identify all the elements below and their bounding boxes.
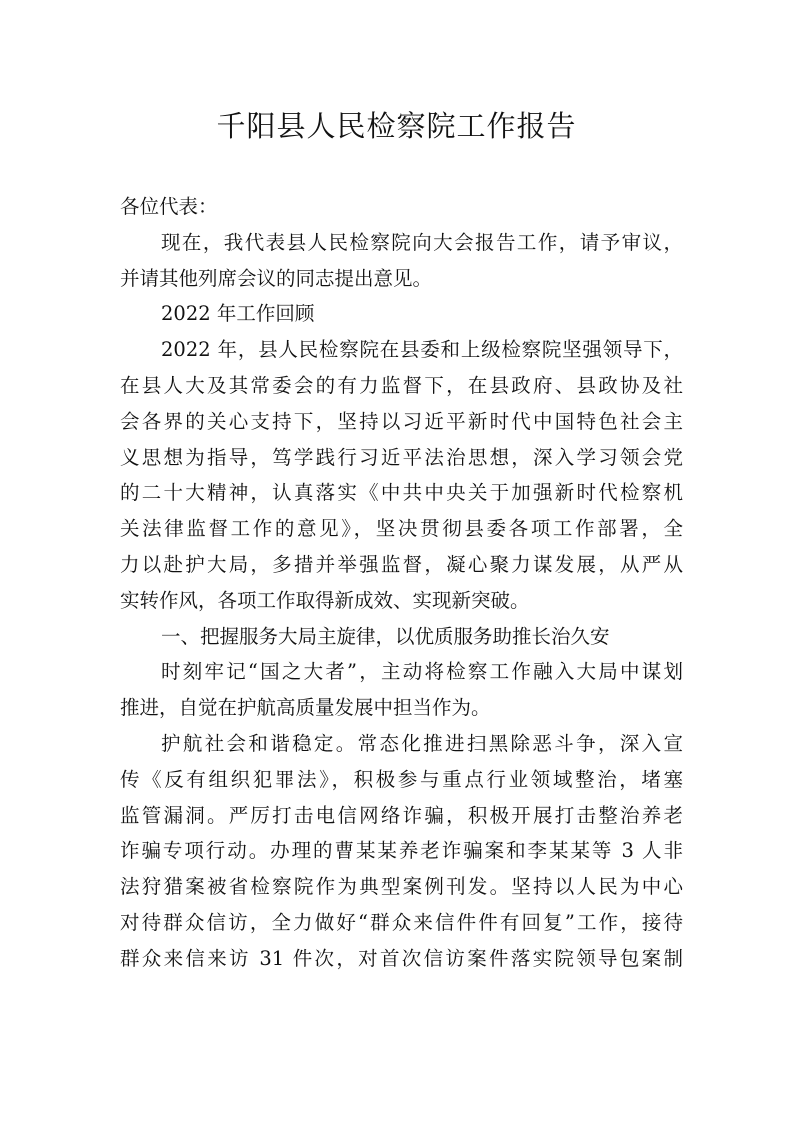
text-line: 诈骗专项行动。办理的曹某某养老诈骗案和李某某等 3 人非 — [120, 839, 683, 863]
text-line: 护航社会和谐稳定。常态化推进扫黑除恶斗争，深入宣 — [161, 731, 683, 755]
text-line: 的二十大精神，认真落实《中共中央关于加强新时代检察机 — [120, 481, 683, 505]
text-line: 对待群众信访，全力做好“群众来信件件有回复”工作，接待 — [120, 910, 683, 934]
document-body — [120, 189, 683, 977]
text-line: 时刻牢记“国之大者”，主动将检察工作融入大局中谋划 — [161, 660, 683, 684]
text-line: 各位代表： — [120, 195, 218, 218]
text-line: 现在，我代表县人民检察院向大会报告工作，请予审议， — [161, 230, 683, 254]
text-line: 实转作风，各项工作取得新成效、实现新突破。 — [120, 588, 530, 612]
text-line: 会各界的关心支持下，坚持以习近平新时代中国特色社会主 — [120, 409, 683, 433]
text-line: 2022 年，县人民检察院在县委和上级检察院坚强领导下， — [161, 338, 683, 362]
text-line: 关法律监督工作的意见》，坚决贯彻县委各项工作部署，全 — [120, 517, 683, 541]
section-heading: 2022 年工作回顾 — [161, 302, 315, 326]
text-line: 义思想为指导，笃学践行习近平法治思想，深入学习领会党 — [120, 445, 683, 469]
text-line: 群众来信来访 31 件次，对首次信访案件落实院领导包案制 — [120, 946, 683, 970]
text-line: 监管漏洞。严厉打击电信网络诈骗，积极开展打击整治养老 — [120, 803, 683, 827]
text-line: 推进，自觉在护航高质量发展中担当作为。 — [120, 696, 491, 720]
section-heading: 一、把握服务大局主旋律，以优质服务助推长治久安 — [161, 624, 610, 648]
text-line: 并请其他列席会议的同志提出意见。 — [120, 266, 433, 290]
text-line: 传《反有组织犯罪法》，积极参与重点行业领域整治，堵塞 — [120, 767, 683, 791]
document-title: 千阳县人民检察院工作报告 — [216, 109, 577, 143]
text-line: 力以赴护大局，多措并举强监督，凝心聚力谋发展，从严从 — [120, 552, 683, 576]
text-line: 法狩猎案被省检察院作为典型案例刊发。坚持以人民为中心 — [120, 875, 683, 899]
text-line: 在县人大及其常委会的有力监督下，在县政府、县政协及社 — [120, 373, 683, 397]
